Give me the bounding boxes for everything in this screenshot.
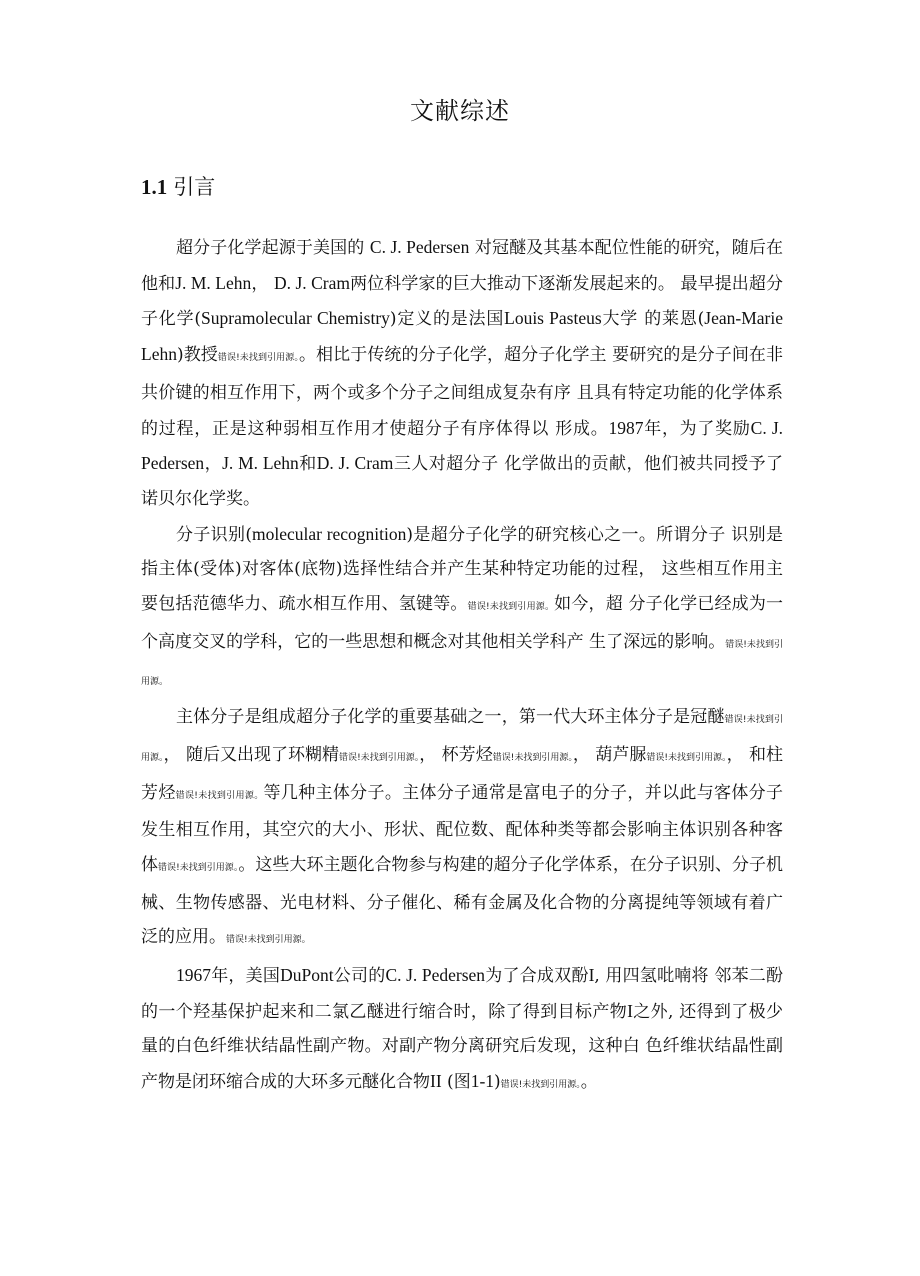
citation-error: 错误!未找到引用源。 (500, 1080, 581, 1091)
text-run: )定义的是法国 (389, 309, 505, 330)
text-run: (图 (441, 1072, 471, 1093)
text-run: I (588, 965, 595, 986)
citation-error: 错误!未找到引用源。 (467, 602, 555, 613)
text-run: )教授 (176, 345, 218, 366)
text-run: 为了合成双酚 (485, 966, 589, 987)
citation-error: 错误!未找到引用源。 (339, 752, 420, 763)
text-run: ， (251, 273, 274, 294)
text-run: ， 和柱芳烃 (141, 744, 783, 803)
text-run: 如今，超 分子化学已经成为一个高度交叉的学科，它的一些思想和概念对其他相关学科产 生了深远的影响。 (141, 594, 784, 652)
text-run: C. J. Pedersen (369, 237, 470, 257)
text-run: D. J. Cram (316, 453, 394, 474)
text-run: ， 随后又出现了环糊精 (163, 744, 340, 765)
paragraph (141, 958, 783, 1103)
text-run: 1987 (608, 417, 644, 438)
citation-error: 错误!未找到引用源。 (158, 862, 239, 873)
citation-error: 错误!未找到引用源。 (226, 935, 311, 946)
text-run: 三人对超分子 化学做出的贡献，他们被共同授予了诺贝尔化学奖。 (141, 454, 784, 509)
text-run: 之外, 还得到了极少量的白色纤维状结晶性副产物。对副产物分离研究后发现，这种白 色纤维状结晶性副产物是闭环缩合成的大环多元醚化合物 (141, 1001, 783, 1093)
text-run: 公司的 (333, 966, 386, 987)
text-run: ， 杯芳烃 (419, 744, 493, 765)
citation-error: 错误!未找到引用源。 (646, 752, 727, 763)
section-heading (141, 172, 215, 202)
text-run: , 用四氢吡喃将 邻苯二酚的一个羟基保护起来和二氯乙醚进行缩合时，除了得到目标产物 (141, 966, 784, 1022)
text-run: J. M. Lehn (222, 453, 299, 474)
text-run: C. J. Pedersen (141, 417, 784, 474)
text-run: D. J. Cram (273, 272, 350, 293)
citation-error: 错误!未找到引用源。 (141, 715, 784, 763)
text-run: C. J. Pedersen (385, 965, 486, 986)
text-run: ， 葫芦脲 (572, 744, 647, 765)
section-title: 引言 (173, 175, 216, 199)
text-run: 和 (298, 454, 317, 475)
text-run: 年，美国 (211, 966, 281, 987)
section-number: 1.1 (141, 175, 168, 199)
text-run: Louis Pasteus (504, 308, 602, 329)
text-run: 。 (580, 1072, 598, 1093)
text-run: molecular recognition (252, 523, 407, 544)
text-run: I (627, 1000, 633, 1021)
text-run: 主体分子是组成超分子化学的重要基础之一，第一代大环主体分子是冠醚 (176, 707, 725, 728)
paragraph (141, 230, 783, 517)
text-run: 年，为了奖励 (643, 418, 751, 439)
text-run: 大学 的莱恩( (601, 309, 705, 330)
text-run: J. M. Lehn (175, 272, 252, 293)
text-run: Supramolecular Chemistry (201, 308, 390, 329)
text-run: 两位科学家的巨大推动下逐渐发展起来的。 最早提出超分子化学( (141, 273, 784, 330)
text-run: 。这些大环主题化合物参与构建的超分子化学体系，在分子识别、分子机械、生物传感器、光电材料、分子催化、稀有金属及化合物的分离提纯等领域有着广泛的应用。 (141, 854, 784, 948)
text-run: ) (494, 1072, 501, 1093)
document-title: 文献综述 (410, 97, 510, 125)
text-run: 对冠醚及其基本配位性能的研究，随后在他和 (141, 238, 784, 294)
text-run: Jean-Marie Lehn (141, 308, 783, 365)
citation-error: 错误!未找到引用源。 (141, 639, 784, 688)
text-run: 1-1 (470, 1071, 495, 1092)
paragraph (141, 517, 783, 701)
text-run: 分子识别( (176, 524, 253, 545)
text-run: 超分子化学起源于美国的 (176, 238, 370, 258)
paragraph (141, 700, 783, 958)
text-run: )是超分子化学的研究核心之一。所谓分子 识别是指主体(受体)对客体(底物)选择性结合并产生某种特定功能的过程， 这些相互作用主要包括范德华力、疏水相互作用、氢键等。 (141, 524, 783, 615)
text-run: 等几种主体分子。主体分子通常是富电子的分子，并以此与客体分子发生相互作用，其空穴的大小、形状、配位数、配体种类等都会影响主体识别各种客体 (141, 782, 784, 875)
citation-error: 错误!未找到引用源。 (492, 752, 573, 763)
body-text (141, 230, 783, 1103)
text-run: DuPont (280, 965, 334, 986)
citation-error: 错误!未找到引用源。 (217, 353, 299, 364)
text-run: II (430, 1071, 442, 1092)
text-run: 。相比于传统的分子化学，超分子化学主 要研究的是分子间在非共价键的相互作用下，两个或多个分子之间组成复杂有序 且具有特定功能的化学体系的过程，正是这种弱相互作用才使超分子有序体得以 形成。 (141, 345, 784, 439)
text-run: ， (204, 454, 223, 475)
text-run: 1967 (176, 965, 211, 986)
citation-error: 错误!未找到引用源。 (175, 790, 264, 801)
